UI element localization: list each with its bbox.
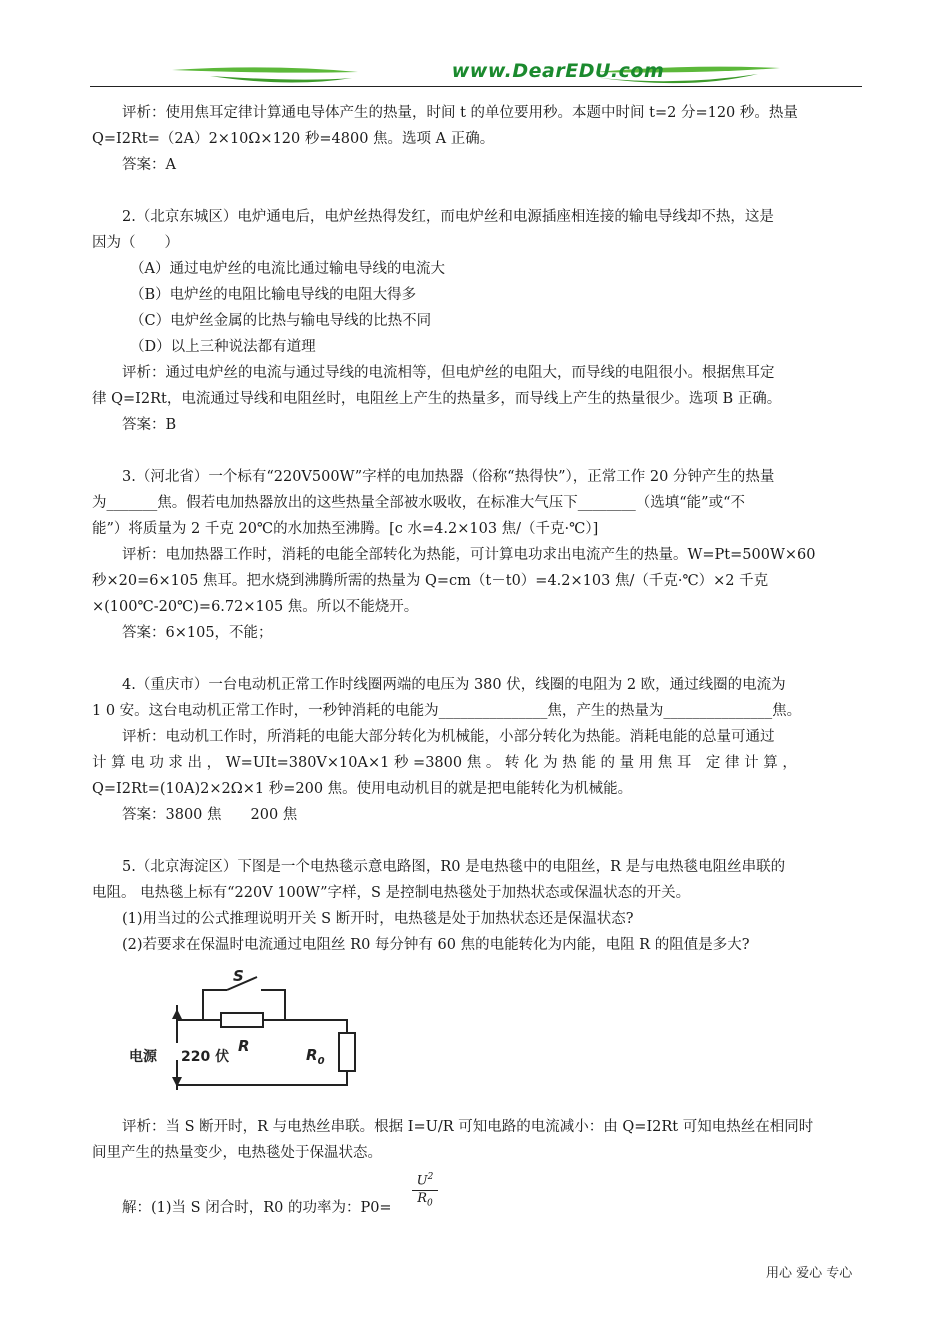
answer: 答案：B bbox=[122, 417, 177, 433]
text-line: 评析：使用焦耳定律计算通电导体产生的热量，时间 t 的单位要用秒。本题中时间 t=2 分=120 秒。热量 bbox=[122, 105, 798, 121]
sub-question-2: (2)若要求在保温时电流通过电阻丝 R0 每分钟有 60 焦的电能转化为内能，电阻 R 的阻值是多大? bbox=[122, 937, 750, 953]
text-line: 答案：A bbox=[122, 157, 176, 173]
voltage-label: 220 伏 bbox=[181, 1049, 230, 1065]
switch-label: S bbox=[233, 967, 244, 985]
text-line: 评析：当 S 断开时，R 与电热丝串联。根据 I=U/R 可知电路的电流减小：由 Q=I2Rt 可知电热丝在相同时 bbox=[122, 1119, 814, 1135]
text-line: 秒×20=6×105 焦耳。把水烧到沸腾所需的热量为 Q=cm（t－t0）=4.2×103 焦/（千克·℃）×2 千克 bbox=[92, 573, 769, 589]
text-line: 评析：电动机工作时，所消耗的电能大部分转化为机械能，小部分转化为热能。消耗电能的总量可通过 bbox=[122, 729, 775, 745]
option-c: （C）电炉丝金属的比热与输电导线的比热不同 bbox=[130, 313, 432, 329]
option-d: （D）以上三种说法都有道理 bbox=[130, 339, 316, 355]
text-line: 因为（ ） bbox=[92, 235, 179, 251]
text-line: 评析：通过电炉丝的电流与通过导线的电流相等，但电炉丝的电阻大，而导线的电阻很小。根据焦耳定 bbox=[122, 365, 775, 381]
text-line: 间里产生的热量变少，电热毯处于保温状态。 bbox=[92, 1145, 382, 1161]
question-3: 3.（河北省）一个标有“220V500W”字样的电加热器（俗称“热得快”），正常工作 20 分钟产生的热量 bbox=[122, 469, 775, 485]
question-4: 4.（重庆市）一台电动机正常工作时线圈两端的电压为 380 伏，线圈的电阻为 2 欧，通过线圈的电流为 bbox=[122, 677, 786, 693]
text-line: Q=I2Rt=（2A）2×10Ω×120 秒=4800 焦。选项 A 正确。 bbox=[92, 131, 495, 147]
resistor-label: R bbox=[238, 1037, 250, 1055]
answer: 答案：6×105，不能； bbox=[122, 625, 273, 641]
text-line: 律 Q=I2Rt，电流通过导线和电阻丝时，电阻丝上产生的热量多，而导线上产生的热量很少。选项 B 正确。 bbox=[92, 391, 782, 407]
circuit-diagram bbox=[125, 965, 370, 1095]
r0-label: $R_0$ bbox=[306, 1046, 325, 1067]
answer: 答案：3800 焦 200 焦 bbox=[122, 807, 298, 823]
text-line: 电阻。 电热毯上标有“220V 100W”字样，S 是控制电热毯处于加热状态或保温状态的开关。 bbox=[92, 885, 691, 901]
text-line: Q=I2Rt=(10A)2×2Ω×1 秒=200 焦。使用电动机目的就是把电能转化为机械能。 bbox=[92, 781, 633, 797]
text-line: 评析：电加热器工作时，消耗的电能全部转化为热能，可计算电功求出电流产生的热量。W=Pt=500W×60 bbox=[122, 547, 816, 563]
text-line: 1 0 安。这台电动机正常工作时，一秒钟消耗的电能为_______________焦，产生的热量为_______________焦。 bbox=[92, 703, 802, 719]
text-line: 为_______焦。假若电加热器放出的这些热量全部被水吸收，在标准大气压下________（选填“能”或“不 bbox=[92, 495, 745, 511]
solution-line: 解：(1)当 S 闭合时，R0 的功率为：P0= bbox=[122, 1200, 392, 1216]
power-formula: $\frac{U^2}{R_0}$ bbox=[412, 1172, 438, 1209]
source-label: 电源 bbox=[129, 1049, 157, 1065]
text-line: 能”）将质量为 2 千克 20℃的水加热至沸腾。[c 水=4.2×103 焦/（千克·℃）] bbox=[92, 521, 599, 537]
sub-question-1: (1)用当过的公式推理说明开关 S 断开时，电热毯是处于加热状态还是保温状态? bbox=[122, 911, 634, 927]
option-b: （B）电炉丝的电阻比输电导线的电阻大得多 bbox=[130, 287, 417, 303]
question-2: 2.（北京东城区）电炉通电后，电炉丝热得发红，而电炉丝和电源插座相连接的输电导线却不热，这是 bbox=[122, 209, 774, 225]
text-line: ×(100℃-20℃)=6.72×105 焦。所以不能烧开。 bbox=[92, 599, 419, 615]
page-footer: 用心 爱心 专心 bbox=[766, 1266, 853, 1281]
option-a: （A）通过电炉丝的电流比通过输电导线的电流大 bbox=[130, 261, 445, 277]
site-logo[interactable]: www.DearEDU.com bbox=[451, 60, 665, 82]
question-5: 5.（北京海淀区）下图是一个电热毯示意电路图，R0 是电热毯中的电阻丝，R 是与电热毯电阻丝串联的 bbox=[122, 859, 786, 875]
text-line: 计 算 电 功 求 出 ， W=UIt=380V×10A×1 秒 =3800 焦 。 转 化 为 热 能 的 量 用 焦 耳 定 律 计 算 ， bbox=[92, 755, 797, 771]
header-rule bbox=[90, 86, 862, 87]
